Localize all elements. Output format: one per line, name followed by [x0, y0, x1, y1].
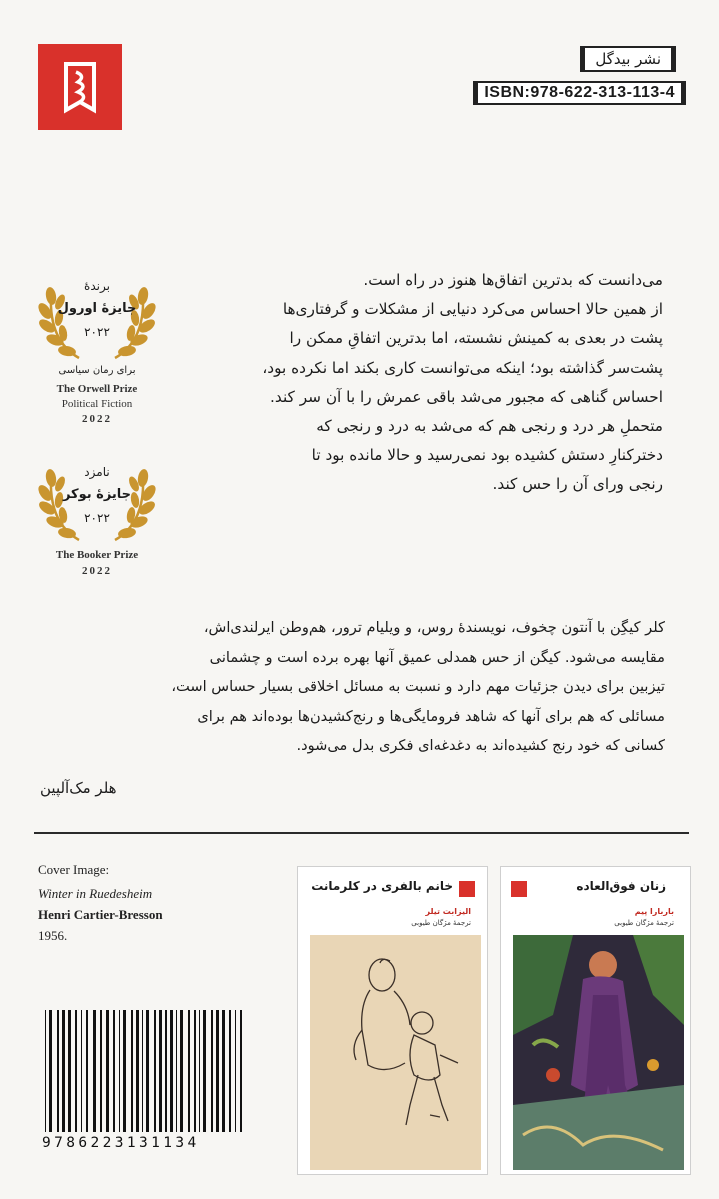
blurb-line: پشت‌سر گذاشته بود؛ اینکه می‌توانست کاری بکند اما نکرده بود،: [262, 358, 663, 377]
award-year-en: 2022: [82, 413, 112, 425]
book-author: باربارا پیم: [634, 907, 674, 916]
book-title: خانم بالفری در کلرمانت: [311, 879, 453, 893]
award-name: جایزهٔ اورول: [57, 301, 137, 316]
cover-credit-artist: Henri Cartier-Bresson: [38, 907, 163, 922]
cover-credit-year: 1956.: [38, 928, 68, 943]
publisher-logo: [38, 44, 122, 130]
book-card[interactable]: [500, 866, 691, 1175]
review-line: مقایسه می‌شود. کیگن از حس همدلی عمیق آنها بهره برده است و چشمانی: [209, 648, 665, 666]
book-cover-art: [310, 935, 481, 1170]
isbn-label: ISBN:978-622-313-113-4: [473, 81, 686, 105]
blurb-line: از همین حالا احساس می‌کرد دنیایی از مشکلات و گرفتاری‌ها: [282, 300, 663, 319]
blurb-line: پشت در بعدی به کمینش نشسته، اما بدترین اتفاقِ ممکن را: [289, 329, 663, 348]
book-title: زنان فوق‌العاده: [576, 879, 666, 893]
review-line: کسانی که خود رنج کشیده‌اند به دغدغه‌ای فکری بدل می‌شود.: [296, 737, 665, 754]
blurb-line: دخترکنارِ دستش کشیده بود نمی‌رسید و حالا مانده بود تا: [311, 446, 663, 465]
book-translator: ترجمهٔ مژگان طیوبی: [614, 919, 674, 927]
review-line: تیزبین برای دیدن جزئیات مهم دارد و نسبت به مسائل اخلاقی بسیار حساس است،: [171, 678, 665, 695]
divider: [34, 832, 689, 834]
award-orwell: [27, 266, 167, 436]
award-category-fa: برای رمان سیاسی: [58, 365, 136, 376]
award-name-en: The Orwell Prize: [56, 383, 138, 395]
award-year-fa: ۲۰۲۲: [84, 511, 110, 525]
award-name-en: The Booker Prize: [55, 549, 139, 561]
blurb-line: رنجی ورای آن را حس کند.: [492, 475, 663, 494]
award-year-fa: ۲۰۲۲: [84, 325, 110, 339]
review-line: مسائلی که هم برای آنها که شاهد فرومایگی‌ها و رنج‌کشیدن‌ها بوده‌اند هم برای: [197, 707, 665, 725]
award-name: جایزهٔ بوکر: [62, 487, 132, 502]
cover-credit-label: Cover Image:: [38, 862, 110, 877]
blurb-paragraph: [203, 266, 663, 500]
barcode-number: 9786223131134: [42, 1135, 200, 1151]
barcode-icon: [43, 1010, 247, 1132]
review-signature: هلر مک‌آلپین: [40, 779, 117, 797]
publisher-mark-icon: [459, 881, 475, 897]
award-category-en: Political Fiction: [61, 398, 133, 410]
bidgol-logo-icon: [38, 44, 122, 130]
award-status: نامزد: [84, 465, 110, 479]
book-card[interactable]: [297, 866, 488, 1175]
blurb-line: می‌دانست که بدترین اتفاق‌ها هنوز در راه است.: [363, 271, 663, 289]
book-translator: ترجمهٔ مژگان طیوبی: [411, 919, 471, 927]
cover-credit-title: Winter in Ruedesheim: [38, 886, 153, 901]
blurb-line: متحملِ هر درد و رنجی هم که می‌شد به درد و رنجی که: [316, 417, 663, 436]
award-status: برندهٔ: [84, 279, 110, 293]
review-line: کلر کیگِن با آنتون چخوف، نویسندهٔ روس، و ویلیام ترور، هم‌وطن ایرلندی‌اش،: [203, 619, 665, 636]
book-cover-art: [513, 935, 684, 1170]
blurb-line: احساس گناهی که مجبور می‌شد باقی عمرش را با آن سر کند.: [270, 387, 663, 406]
review-paragraph: [25, 613, 665, 761]
book-author: الیزابت تیلر: [425, 907, 471, 916]
award-year-en: 2022: [82, 565, 112, 577]
publisher-name: نشر بیدگل: [580, 46, 676, 72]
publisher-mark-icon: [511, 881, 527, 897]
award-booker: [27, 448, 167, 583]
